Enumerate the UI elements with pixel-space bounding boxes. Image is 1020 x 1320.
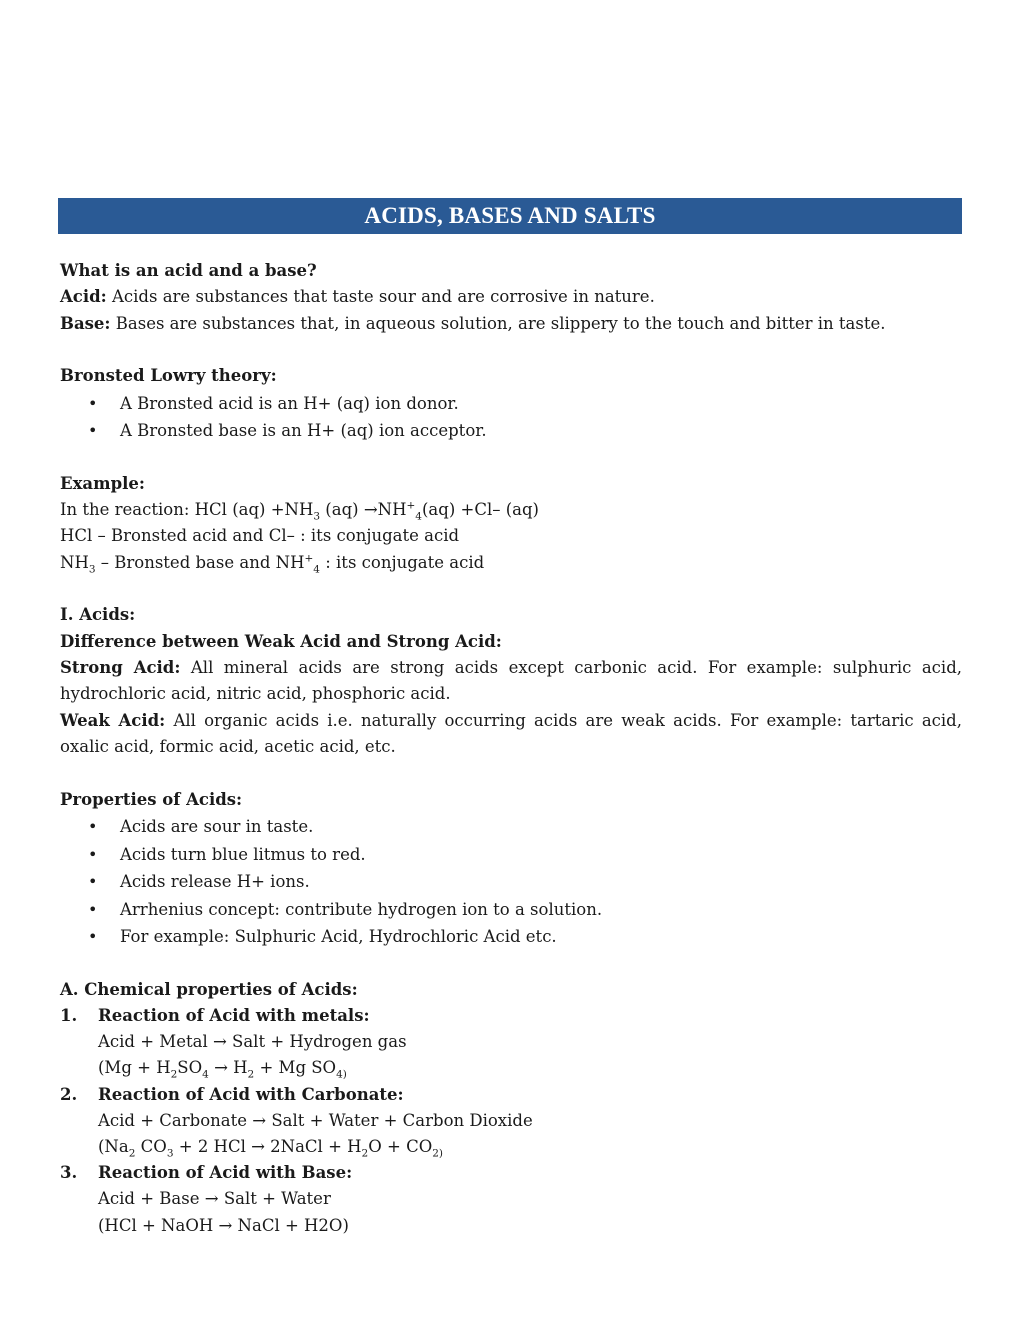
intro-heading: What is an acid and a base? [60, 261, 317, 280]
list-item: • Arrhenius concept: contribute hydrogen ion to a solution. [60, 896, 962, 924]
subscript: 2) [432, 1147, 444, 1160]
subscript: 4) [336, 1068, 347, 1081]
acid-text: Acids are substances that taste sour and are corrosive in nature. [106, 287, 655, 307]
subscript: 4 [313, 563, 320, 576]
spacer [60, 576, 962, 602]
list-item: • A Bronsted acid is an H+ (aq) ion donor. [60, 390, 962, 418]
text-run: CO [135, 1137, 167, 1157]
strong-acid-text: All mineral acids are strong acids except carbonic acid. For example: sulphuric acid, hydrochloric acid, nitric acid, phosphoric acid. [60, 658, 963, 704]
document-body [60, 258, 962, 1239]
item-title: Reaction of Acid with metals: [98, 1006, 370, 1025]
acids-heading: I. Acids: [60, 605, 136, 625]
subscript: 3 [88, 563, 96, 576]
subscript: 2 [361, 1147, 369, 1160]
chemical-equation: (HCl + NaOH → NaCl + H2O) [98, 1215, 349, 1235]
text-run: + Mg SO [254, 1058, 337, 1078]
page-title: ACIDS, BASES AND SALTS [58, 198, 962, 234]
list-item: • For example: Sulphuric Acid, Hydrochloric Acid etc. [60, 923, 962, 951]
subscript: 2 [247, 1068, 255, 1081]
properties-heading: Properties of Acids: [60, 789, 243, 809]
text-run: (aq) +Cl– (aq) [421, 500, 539, 520]
weak-acid-label: Weak Acid: [60, 710, 166, 730]
chemical-properties-heading: A. Chemical properties of Acids: [60, 979, 358, 999]
text-run: NH [60, 552, 89, 572]
chemical-equation [98, 1134, 962, 1160]
subscript: 3 [313, 510, 321, 523]
item-number: 1. [60, 1006, 78, 1025]
bronsted-list [60, 390, 962, 445]
superscript: + [406, 499, 416, 512]
spacer [60, 761, 962, 787]
word-equation: Acid + Carbonate → Salt + Water + Carbon Dioxide [98, 1110, 533, 1130]
item-number: 3. [60, 1163, 78, 1183]
text-run: – Bronsted base and NH [95, 552, 305, 572]
text-run: O + CO [368, 1137, 433, 1157]
list-item: • Acids release H+ ions. [60, 868, 962, 896]
example-heading: Example: [60, 473, 145, 493]
word-equation: Acid + Metal → Salt + Hydrogen gas [98, 1032, 407, 1052]
acid-label: Acid: [60, 287, 107, 307]
base-label: Base: [60, 313, 111, 333]
text-run: (Mg + H [98, 1058, 171, 1078]
subscript: 2 [128, 1147, 136, 1160]
text-run: (Na [98, 1137, 129, 1157]
list-item: • A Bronsted base is an H+ (aq) ion acceptor. [60, 417, 962, 445]
spacer [60, 337, 962, 363]
strong-acid-label: Strong Acid: [60, 658, 181, 678]
acid-definition [60, 284, 962, 310]
subscript: 3 [166, 1147, 174, 1160]
text-run: → H [208, 1058, 248, 1078]
subscript: 2 [170, 1068, 178, 1081]
example-reaction [60, 497, 962, 523]
example-line-3 [60, 550, 962, 576]
subscript: 4 [415, 510, 422, 523]
superscript: + [304, 552, 314, 565]
weak-acid-text: All organic acids i.e. naturally occurring acids are weak acids. For example: tartaric acid, oxalic acid, formic acid, acetic acid, etc. [60, 710, 962, 757]
text-run: + 2 HCl → 2NaCl + H [173, 1137, 362, 1157]
acids-subheading: Difference between Weak Acid and Strong Acid: [60, 631, 502, 651]
subscript: 4 [202, 1068, 209, 1081]
item-number: 2. [60, 1084, 78, 1104]
word-equation: Acid + Base → Salt + Water [98, 1189, 331, 1209]
text-run: (aq) →NH [320, 500, 407, 520]
strong-acid-paragraph [60, 655, 962, 708]
text-run: SO [177, 1058, 203, 1078]
list-item: • Acids are sour in taste. [60, 813, 962, 841]
chemical-equation [98, 1055, 962, 1081]
weak-acid-paragraph [60, 708, 962, 761]
list-item [60, 1082, 962, 1161]
example-line-2: HCl – Bronsted acid and Cl– : its conjugate acid [60, 526, 460, 546]
base-definition [60, 311, 962, 337]
bronsted-heading: Bronsted Lowry theory: [60, 366, 277, 386]
list-item [60, 1160, 962, 1239]
chemical-properties-list [60, 1003, 962, 1239]
list-item [60, 1003, 962, 1082]
item-title: Reaction of Acid with Base: [98, 1163, 353, 1183]
base-text: Bases are substances that, in aqueous solution, are slippery to the touch and bitter in taste. [110, 313, 886, 333]
list-item: • Acids turn blue litmus to red. [60, 841, 962, 869]
properties-list [60, 813, 962, 951]
text-run: In the reaction: HCl (aq) +NH [60, 500, 314, 520]
spacer [60, 951, 962, 977]
text-run: : its conjugate acid [319, 552, 485, 572]
spacer [60, 445, 962, 471]
item-title: Reaction of Acid with Carbonate: [98, 1084, 404, 1104]
